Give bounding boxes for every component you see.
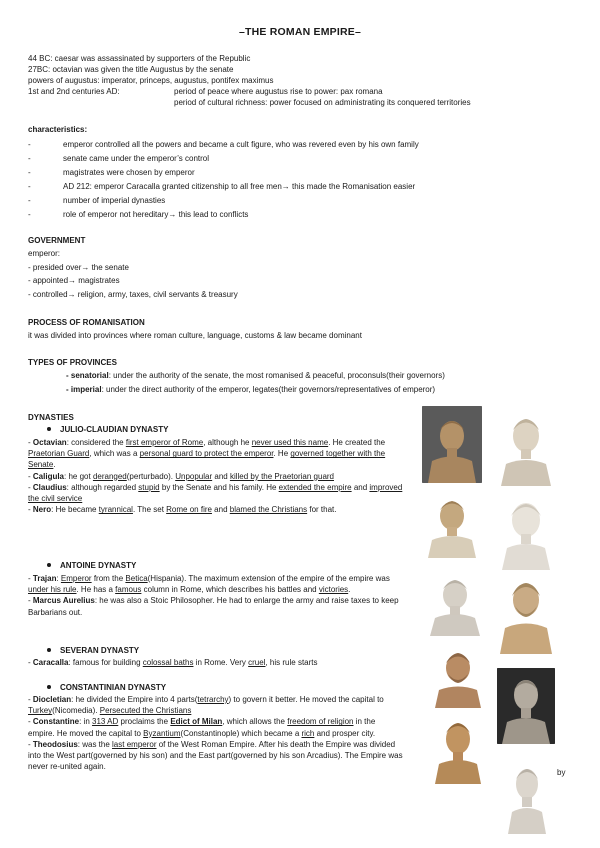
antoine-heading: ANTOINE DYNASTY — [47, 560, 136, 571]
intro-section — [28, 53, 471, 108]
theodosius-entry: - Theodosius: was the last emperor of the West Roman Empire. After his death the Empire was divided into the West part(governed by his son) and the East part(governed by his son Arcadius). The Empire was never re-united again. — [28, 739, 403, 772]
constantine-bust-image — [430, 712, 486, 784]
list-item: - number of imperial dynasties — [28, 194, 419, 208]
constantinian-text — [28, 694, 403, 772]
julio-claudian-heading: JULIO-CLAUDIAN DYNASTY — [47, 424, 168, 435]
severan-text — [28, 657, 403, 668]
diocletian-bust-image — [497, 668, 555, 744]
stray-by-text: by — [557, 768, 566, 777]
julio-claudian-text — [28, 437, 403, 515]
caligula-entry: - Caligula: he got deranged(perturbado). Unpopular and killed by the Praetorian guard — [28, 471, 334, 481]
bust-icon — [430, 644, 486, 708]
severan-heading: SEVERAN DYNASTY — [47, 645, 139, 656]
dynasties-heading: DYNASTIES — [28, 413, 74, 422]
intro-line-powers: powers of augustus: imperator, princeps, augustus, pontifex maximus — [28, 76, 274, 85]
page-title: –THE ROMAN EMPIRE– — [238, 26, 362, 38]
nero-entry: - Nero: He became tyrannical. The set Rome on fire and blamed the Christians for that. — [28, 505, 337, 515]
marcus-aurelius-bust-image — [497, 572, 555, 654]
nero-bust-image — [497, 490, 555, 570]
bullet-icon — [47, 685, 51, 689]
intro-line-caesar: 44 BC: caesar was assassinated by supporters of the Republic — [28, 54, 251, 63]
caracalla-entry: - Caracalla: famous for building colossal baths in Rome. Very cruel, his rule starts — [28, 658, 318, 667]
bust-icon — [430, 712, 486, 784]
list-item: - AD 212: emperor Caracalla granted citizenship to all free men→ this made the Romanisation easier — [28, 180, 419, 194]
bust-icon — [497, 668, 555, 744]
constantine-entry: - Constantine: in 313 AD proclaims the Edict of Milan, which allows the freedom of religion in the empire. He moved the capital to Byzantium(Constantinople) which became a rich and prosper city. — [28, 717, 376, 738]
bullet-icon — [47, 563, 51, 567]
marcus-aurelius-entry: - Marcus Aurelius: he was also a Stoic Philosopher. He had to enlarge the army and raise taxes to keep Barbarians out. — [28, 596, 399, 617]
government-sub: emperor: — [28, 249, 61, 259]
bust-icon — [497, 490, 555, 570]
bust-icon — [422, 406, 482, 483]
bust-icon — [424, 570, 486, 636]
claudius-bust-image — [422, 490, 482, 558]
intro-line-octavian: 27BC: octavian was given the title Augustus by the senate — [28, 65, 234, 74]
romanisation-heading: PROCESS OF ROMANISATION — [28, 318, 145, 327]
antoine-text — [28, 573, 403, 618]
pax-romana-text: period of peace where augustus rise to power: pax romana — [174, 87, 383, 96]
characteristics-section — [28, 124, 419, 222]
bullet-icon — [47, 427, 51, 431]
government-item: - appointed→ magistrates — [28, 276, 120, 286]
octavian-bust-image — [422, 406, 482, 483]
diocletian-entry: - Diocletian: he divided the Empire into 4 parts(tetrarchy) to govern it better. He moved the capital to Turkey(Nicomedia). Persecuted the Christians — [28, 695, 384, 716]
imperial-label: - imperial — [66, 384, 102, 394]
cultural-richness-text: period of cultural richness: power focused on administrating its conquered territories — [174, 98, 471, 107]
bust-icon — [422, 490, 482, 558]
government-heading: GOVERNMENT — [28, 236, 86, 245]
bust-icon — [502, 754, 552, 834]
octavian-entry: - Octavian: considered the first emperor of Rome, although he never used this name. He created the Praetorian Guard, which was a personal guard to protect the emperor. He governed together with the Senate. — [28, 438, 386, 470]
constantinian-heading: CONSTANTINIAN DYNASTY — [47, 682, 166, 693]
senatorial-label: - senatorial — [66, 371, 109, 381]
bust-icon — [497, 406, 555, 486]
characteristics-list — [28, 138, 419, 222]
provinces-heading: TYPES OF PROVINCES — [28, 358, 117, 367]
government-section — [28, 234, 238, 301]
list-item: - magistrates were chosen by emperor — [28, 166, 419, 180]
imperial-province — [28, 383, 445, 396]
romanisation-section — [28, 316, 362, 342]
claudius-entry: - Claudius: although regarded stupid by the Senate and his family. He extended the empire and improved the civil service — [28, 482, 403, 504]
intro-line-centuries — [28, 86, 383, 97]
centuries-label: 1st and 2nd centuries AD: — [28, 87, 120, 96]
list-item: - role of emperor not hereditary→ this lead to conflicts — [28, 208, 419, 222]
bust-icon — [497, 572, 555, 654]
trajan-entry: - Trajan: Emperor from the Betica(Hispania). The maximum extension of the empire of the empire was under his rule. He has a famous column in Rome, which describes his battles and victories. — [28, 574, 390, 595]
bullet-icon — [47, 648, 51, 652]
theodosius-bust-image — [502, 754, 552, 834]
intro-line-cultural — [28, 97, 471, 108]
government-item: - presided over→ the senate — [28, 262, 129, 272]
caracalla-bust-image — [430, 644, 486, 708]
characteristics-heading: characteristics: — [28, 125, 88, 134]
senatorial-text: : under the authority of the senate, the most romanised & peaceful, proconsuls(their governors) — [108, 371, 445, 381]
trajan-bust-image — [424, 570, 486, 636]
list-item: - emperor controlled all the powers and became a cult figure, who was revered even by his own family — [28, 138, 419, 152]
senatorial-province — [28, 369, 445, 382]
list-item: - senate came under the emperor’s control — [28, 152, 419, 166]
imperial-text: : under the direct authority of the emperor, legates(their governors/representatives of emperor) — [101, 384, 436, 394]
caligula-bust-image — [497, 406, 555, 486]
provinces-section — [28, 356, 445, 396]
romanisation-text: it was divided into provinces where roman culture, language, customs & law became dominant — [28, 331, 362, 340]
government-item: - controlled→ religion, army, taxes, civil servants & treasury — [28, 289, 238, 299]
